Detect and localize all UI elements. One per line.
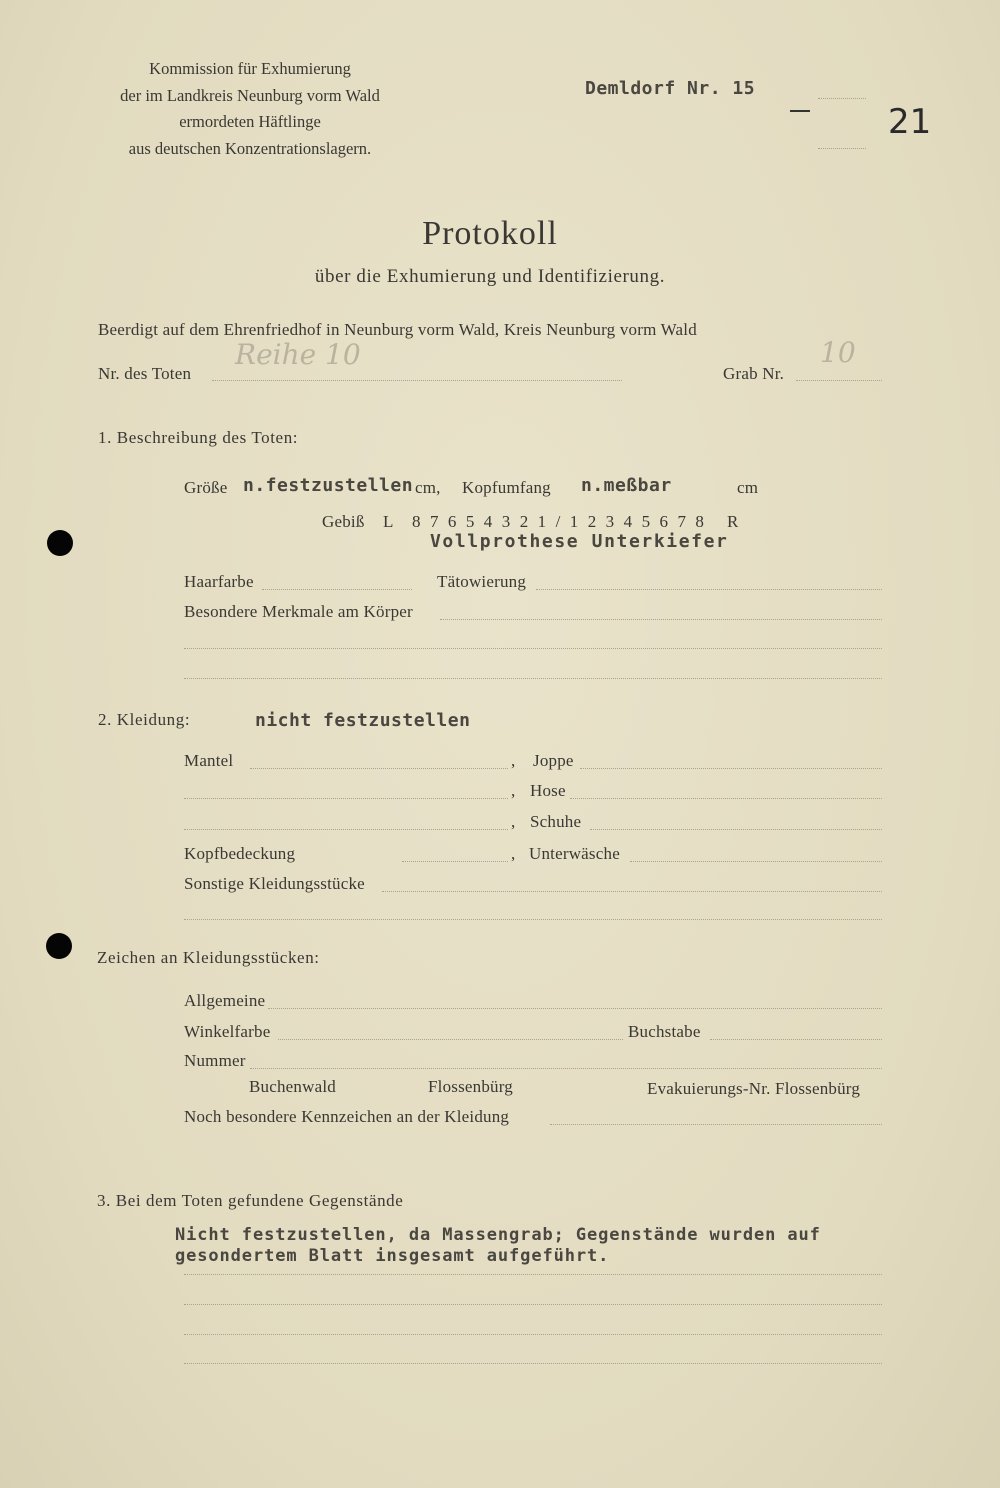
allgemeine-label: Allgemeine [184,991,266,1010]
faint-marks [790,110,810,112]
schuhe-label: Schuhe [530,812,582,831]
haarfarbe-label: Haarfarbe [184,572,254,591]
gegen-dots-4 [184,1363,882,1364]
kopfumfang-label: Kopfumfang [462,478,551,497]
section-1-heading: 1. Beschreibung des Toten: [98,428,299,447]
commission-line-2: der im Landkreis Neunburg vorm Wald [120,85,380,105]
ref-dots [818,98,866,99]
kopfumfang-value: n.meßbar [581,475,672,496]
comma-4: , [511,844,516,863]
flossenbuerg-label: Flossenbürg [428,1077,514,1096]
nr-label: Nr. des Toten [98,364,192,383]
evakuierung-label: Evakuierungs-Nr. Flossenbürg [647,1079,861,1098]
groesse-value: n.festzustellen [243,475,414,496]
buchstabe-dots [710,1039,882,1040]
punch-hole-bottom [46,933,72,959]
section-2-heading: 2. Kleidung: [98,710,191,729]
noch-label: Noch besondere Kennzeichen an der Kleidung [184,1107,510,1126]
joppe-label: Joppe [533,751,574,770]
hose-label: Hose [530,781,566,800]
hose-dots [570,798,882,799]
gebiss-label: Gebiß [322,512,365,531]
burial-text: Beerdigt auf dem Ehrenfriedhof in Neunburg vorm Wald, Kreis Neunburg vorm Wald [98,320,697,339]
noch-dots [550,1124,882,1125]
unterwaesche-label: Unterwäsche [529,844,620,863]
taet-dots [536,589,882,590]
commission-line-1: Kommission für Exhumierung [149,59,351,78]
sonstige-dots [382,891,882,892]
section-3-heading: 3. Bei dem Toten gefundene Gegenstände [97,1191,404,1210]
document-subtitle: über die Exhumierung und Identifizierung. [314,266,666,287]
haar-dots [262,589,412,590]
grab-label: Grab Nr. [723,364,785,383]
taetowierung-label: Tätowierung [437,572,527,591]
nummer-dots [250,1068,882,1069]
merkmale-label: Besondere Merkmale am Körper [184,602,413,621]
punch-hole-top [47,530,73,556]
gebiss-R: R [727,512,739,531]
sonstige-label: Sonstige Kleidungsstücke [184,874,365,893]
merkmale-dots [440,619,882,620]
groesse-label: Größe [184,478,228,497]
comma-3: , [511,812,516,831]
ref-dots-2 [818,148,866,149]
comma-1: , [511,751,516,770]
blank-dots-1 [184,798,508,799]
kopfbedeckung-label: Kopfbedeckung [184,844,296,863]
zeichen-heading: Zeichen an Kleidungsstücken: [97,948,320,967]
merkmale-dots-2 [184,648,882,649]
commission-line-4: aus deutschen Konzentrationslagern. [128,138,372,158]
allgemeine-dots [268,1008,882,1009]
gebiss-L: L [383,512,394,531]
blank-dots-2 [184,829,508,830]
kleidung-value: nicht festzustellen [255,710,471,731]
gebiss-value: Vollprothese Unterkiefer [430,531,729,552]
page-number: 21 [888,102,932,142]
comma-2: , [511,781,516,800]
commission-line-3: ermordeten Häftlinge [179,112,321,131]
joppe-dots [580,768,882,769]
merkmale-dots-3 [184,678,882,679]
sonstige-dots-2 [184,919,882,920]
buchstabe-label: Buchstabe [628,1022,701,1041]
cm-label-2: cm [737,478,759,497]
cm-label-1: cm, [415,478,441,497]
gegenstaende-line-2: gesondertem Blatt insgesamt aufgeführt. [175,1246,610,1266]
gegenstaende-line-1: Nicht festzustellen, da Massengrab; Gegenstände wurden auf [175,1225,821,1245]
commission-header [80,56,420,162]
gegen-dots-1 [184,1274,882,1275]
winkelfarbe-label: Winkelfarbe [184,1022,271,1041]
mantel-dots [250,768,508,769]
grab-dots [796,380,882,381]
file-reference: Demldorf Nr. 15 [585,78,756,99]
nr-value-handwritten: Reihe 10 [235,338,361,371]
gegen-dots-2 [184,1304,882,1305]
gebiss-teeth: 8 7 6 5 4 3 2 1 / 1 2 3 4 5 6 7 8 [412,512,707,531]
nummer-label: Nummer [184,1051,246,1070]
schuhe-dots [590,829,882,830]
mantel-label: Mantel [184,751,234,770]
grab-value-handwritten: 10 [820,336,856,369]
kopf-dots [402,861,508,862]
buchenwald-label: Buchenwald [249,1077,336,1096]
gegen-dots-3 [184,1334,882,1335]
unter-dots [630,861,882,862]
nr-dots [212,380,622,381]
document-title: Protokoll [422,215,558,252]
winkel-dots [278,1039,623,1040]
